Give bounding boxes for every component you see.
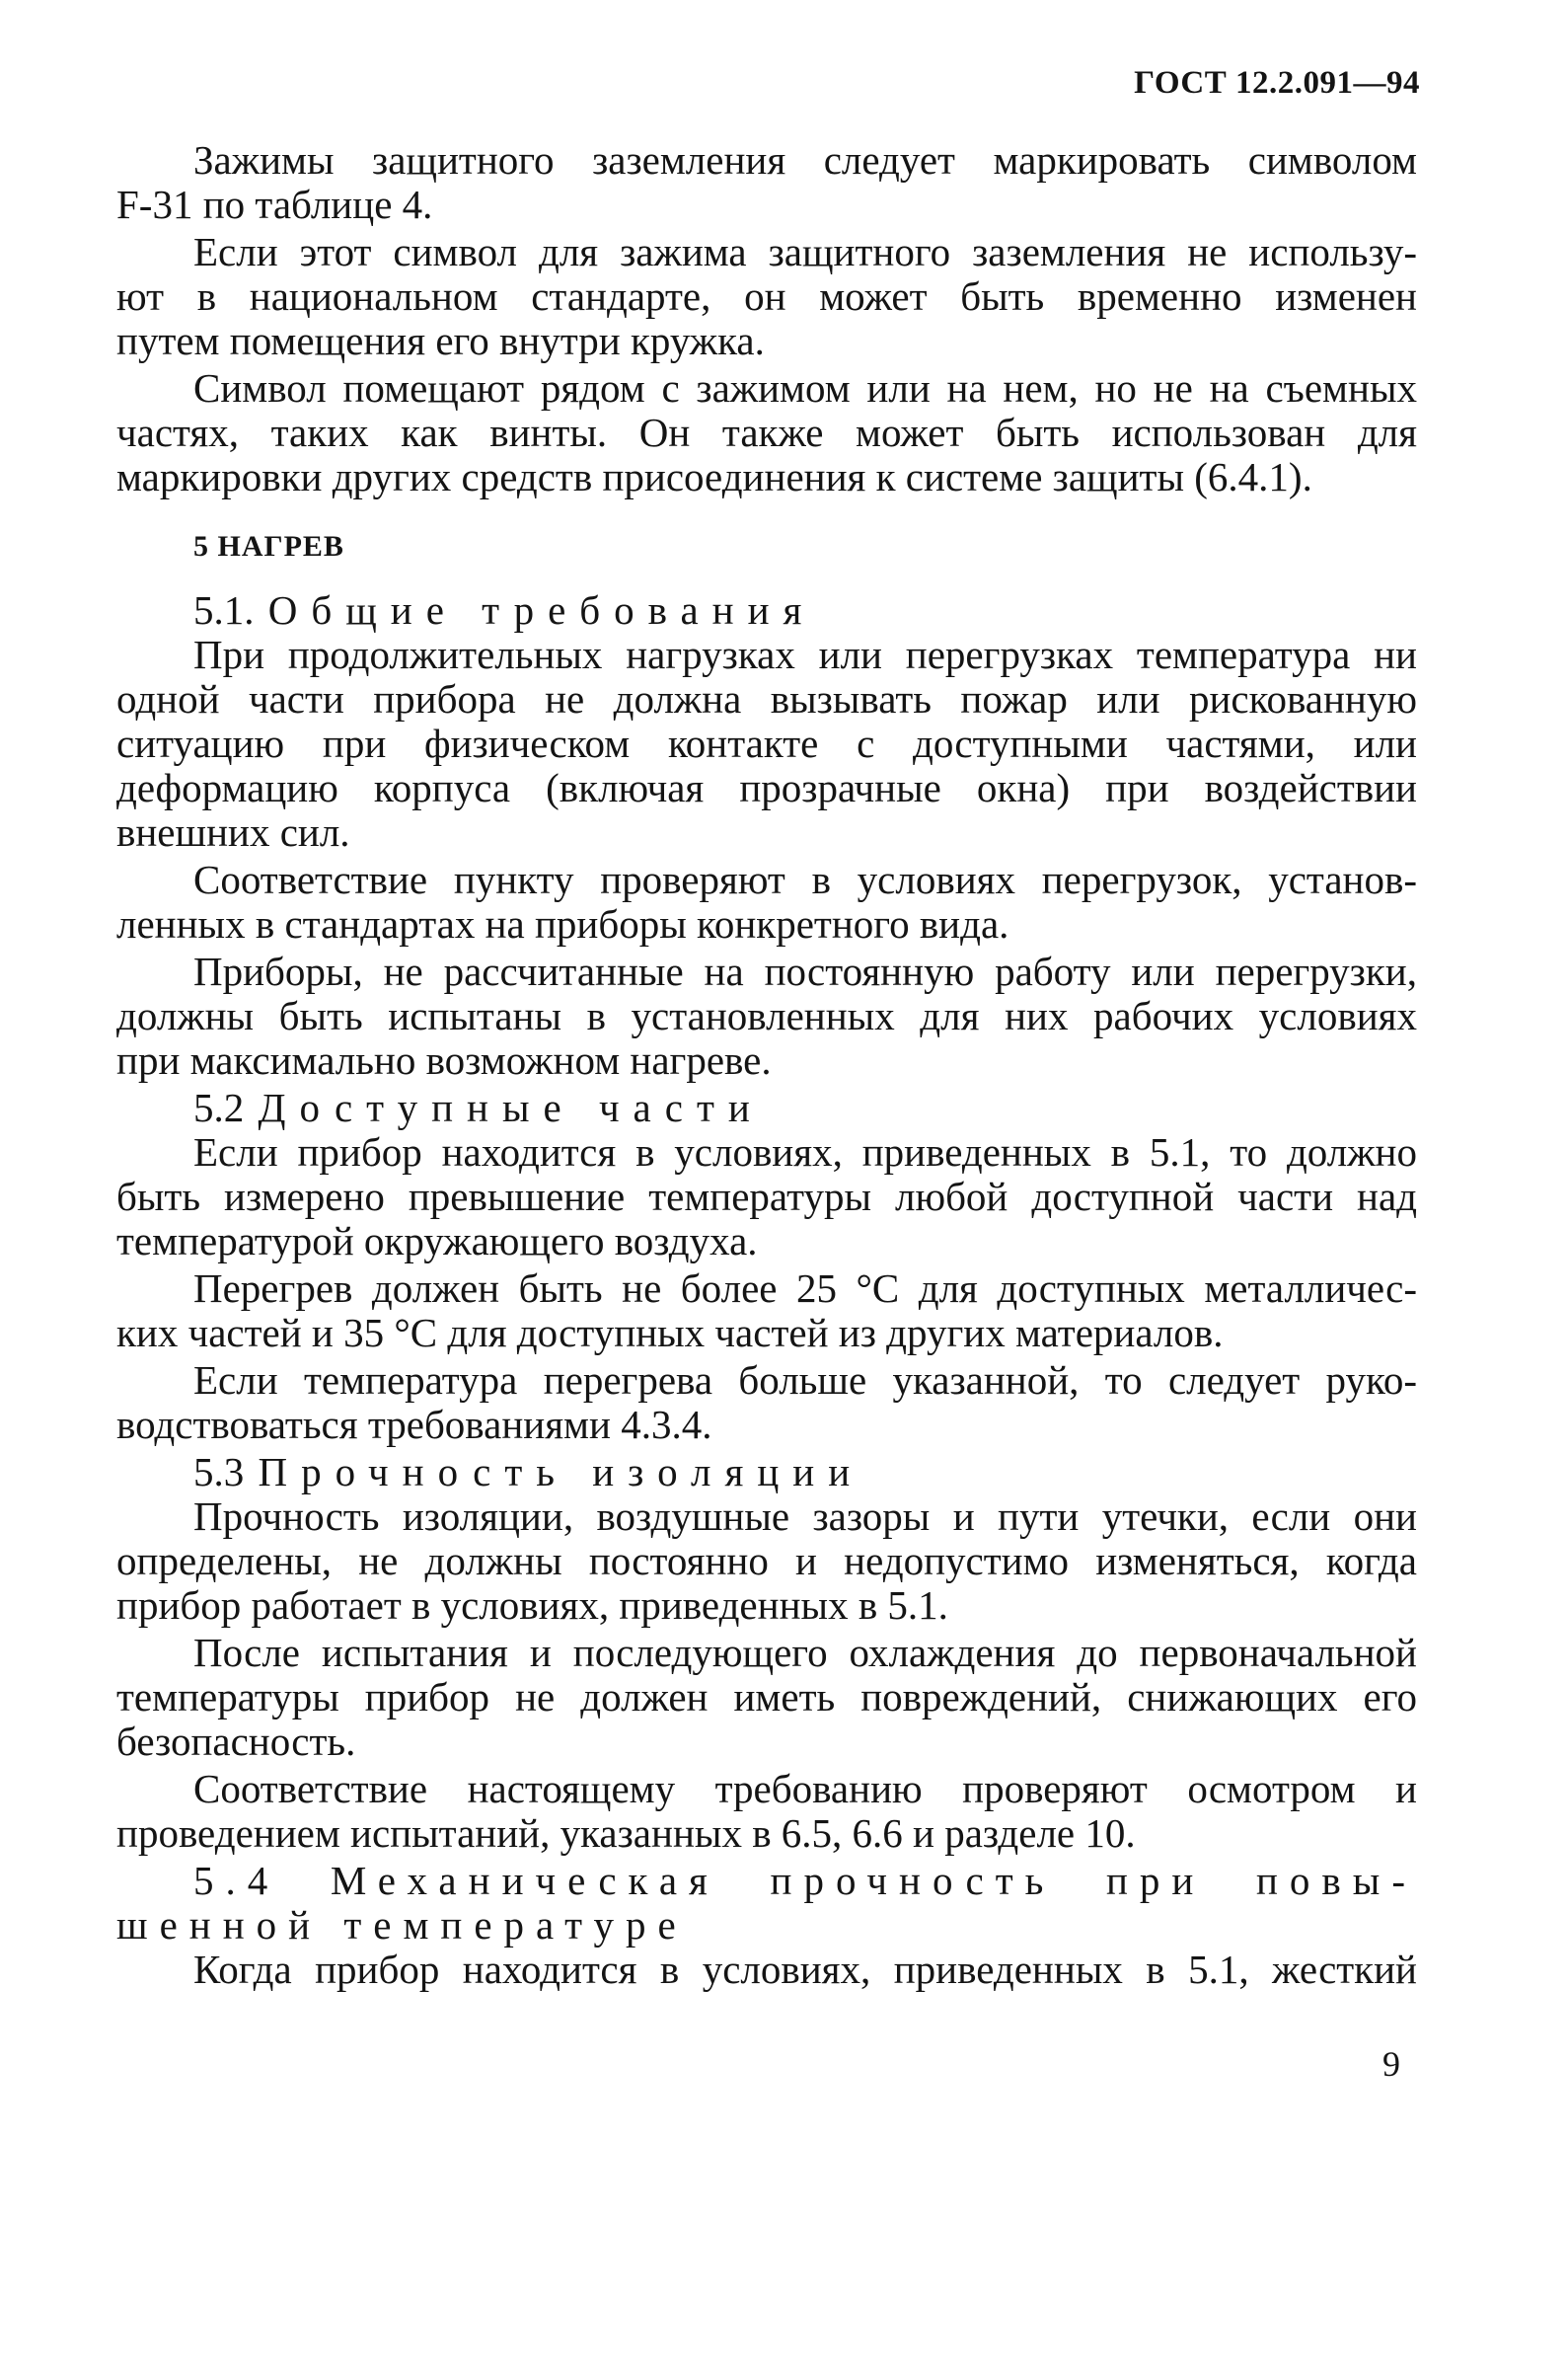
text-line: водствоваться требованиями 4.3.4.	[116, 1402, 712, 1447]
paragraph	[116, 366, 1417, 499]
paragraph	[116, 950, 1417, 1083]
subsection-number: 5.1.	[193, 587, 255, 633]
paragraph	[116, 1948, 1417, 1992]
subsection-number: 5.2	[193, 1085, 245, 1130]
text-line: при максимально возможном нагреве.	[116, 1037, 772, 1083]
text-line: температуры прибор не должен иметь повреждений, снижающих его	[116, 1674, 1417, 1720]
section-heading: 5 НАГРЕВ	[193, 530, 344, 563]
subsection-title: Доступные части	[258, 1085, 764, 1130]
text-line: Соответствие пункту проверяют в условиях перегрузок, установ-	[193, 857, 1417, 902]
paragraph	[116, 230, 1417, 363]
subsection-heading	[116, 1859, 1417, 1948]
text-line: Если этот символ для зажима защитного заземления не использу-	[193, 229, 1417, 274]
text-line: должны быть испытаны в установленных для них рабочих условиях	[116, 993, 1417, 1038]
text-line: Если температура перегрева больше указанной, то следует руко-	[193, 1357, 1417, 1403]
text-line: путем помещения его внутри кружка.	[116, 318, 765, 363]
text-line: прибор работает в условиях, приведенных в 5.1.	[116, 1582, 948, 1628]
subsection-title-line: шенной температуре	[116, 1902, 688, 1948]
text-line: внешних сил.	[116, 809, 350, 855]
text-line: ют в национальном стандарте, он может быть временно изменен	[116, 273, 1417, 319]
subsection-number: 5.3	[193, 1449, 245, 1494]
text-line: ких частей и 35 °С для доступных частей из других материалов.	[116, 1310, 1224, 1355]
text-line: ситуацию при физическом контакте с доступными частями, или	[116, 721, 1417, 766]
subsection-heading	[116, 1450, 1417, 1494]
text-line: температурой окружающего воздуха.	[116, 1218, 758, 1263]
page-number: 9	[1382, 2044, 1400, 2084]
subsection-heading	[116, 588, 1417, 633]
text-line: безопасность.	[116, 1719, 356, 1764]
subsection-heading	[116, 1086, 1417, 1130]
text-line: определены, не должны постоянно и недопустимо изменяться, когда	[116, 1538, 1417, 1583]
text-line: Если прибор находится в условиях, приведенных в 5.1, то должно	[193, 1129, 1417, 1175]
subsection-title: Прочность изоляции	[258, 1449, 864, 1494]
text-line: частях, таких как винты. Он также может быть использован для	[116, 410, 1417, 455]
text-line: проведением испытаний, указанных в 6.5, 6.6 и разделе 10.	[116, 1810, 1136, 1856]
text-line: F-31 по таблице 4.	[116, 182, 433, 227]
text-line: Прочность изоляции, воздушные зазоры и пути утечки, если они	[193, 1493, 1417, 1539]
text-line: Соответствие настоящему требованию проверяют осмотром и	[193, 1766, 1417, 1811]
text-line: При продолжительных нагрузках или перегрузках температура ни	[193, 632, 1417, 677]
paragraph	[116, 633, 1417, 855]
subsection-title-line: 5.4 Механическая прочность при повы-	[193, 1858, 1417, 1903]
text-line: быть измерено превышение температуры любой доступной части над	[116, 1174, 1417, 1219]
text-line: одной части прибора не должна вызывать пожар или рискованную	[116, 676, 1417, 722]
text-line: После испытания и последующего охлаждения до первоначальной	[193, 1630, 1417, 1675]
paragraph	[116, 1631, 1417, 1764]
text-line: маркировки других средств присоединения к системе защиты (6.4.1).	[116, 454, 1312, 499]
paragraph	[116, 1130, 1417, 1263]
text-line: ленных в стандартах на приборы конкретного вида.	[116, 901, 1009, 947]
paragraph	[116, 1767, 1417, 1856]
text-line: Зажимы защитного заземления следует маркировать символом	[193, 137, 1417, 183]
paragraph	[116, 138, 1417, 227]
document-body	[116, 138, 1417, 1995]
paragraph	[116, 1266, 1417, 1355]
text-line: Символ помещают рядом с зажимом или на нем, но не на съемных	[193, 365, 1417, 411]
text-line: Когда прибор находится в условиях, приведенных в 5.1, жесткий	[193, 1947, 1417, 1992]
text-line: Перегрев должен быть не более 25 °С для доступных металличес-	[193, 1265, 1417, 1311]
paragraph	[116, 858, 1417, 947]
subsection-title: Общие требования	[267, 587, 816, 633]
text-line: Приборы, не рассчитанные на постоянную работу или перегрузки,	[193, 949, 1417, 994]
paragraph	[116, 1494, 1417, 1628]
paragraph	[116, 1358, 1417, 1447]
text-line: деформацию корпуса (включая прозрачные окна) при воздействии	[116, 765, 1417, 810]
document-code: ГОСТ 12.2.091—94	[1134, 65, 1420, 101]
